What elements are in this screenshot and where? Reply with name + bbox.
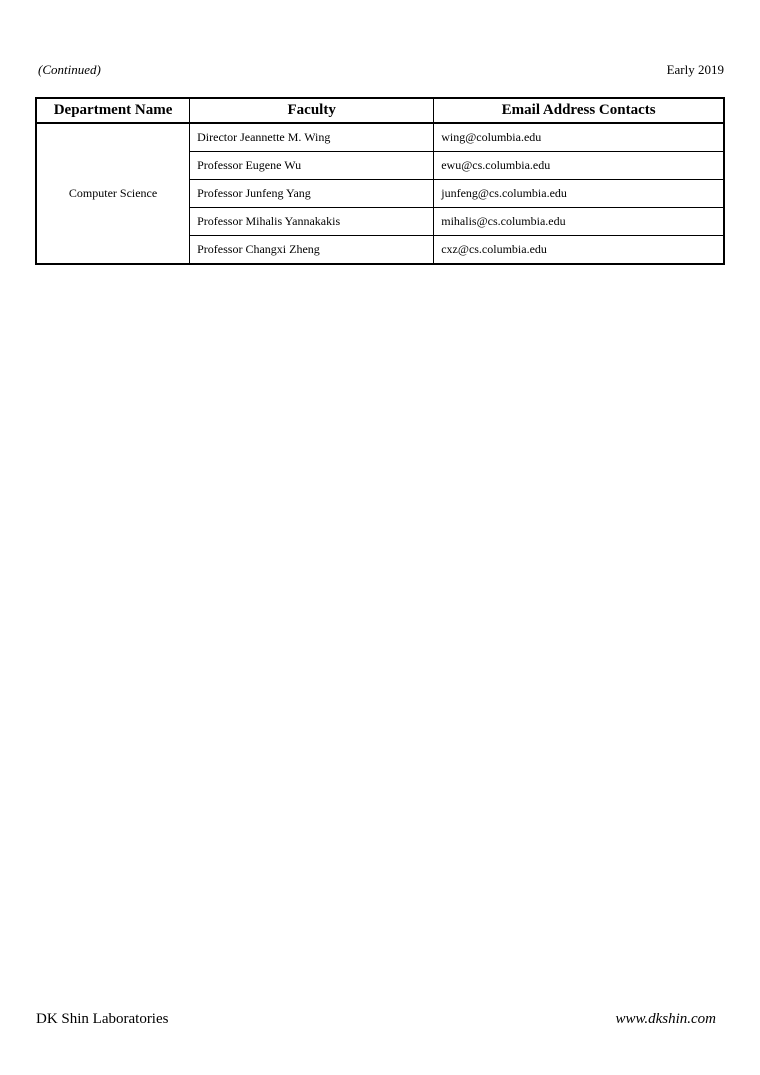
email-cell: cxz@cs.columbia.edu: [434, 236, 724, 265]
department-name-cell: Computer Science: [36, 123, 190, 264]
faculty-name-cell: Professor Changxi Zheng: [190, 236, 434, 265]
email-cell: ewu@cs.columbia.edu: [434, 152, 724, 180]
faculty-name-cell: Director Jeannette M. Wing: [190, 123, 434, 152]
faculty-name-cell: Professor Mihalis Yannakakis: [190, 208, 434, 236]
email-cell: wing@columbia.edu: [434, 123, 724, 152]
document-date: Early 2019: [666, 62, 724, 77]
continued-label: (Continued): [38, 62, 101, 77]
column-header-email: Email Address Contacts: [434, 98, 724, 123]
table-row: [36, 123, 724, 152]
faculty-contacts-table: [35, 97, 725, 265]
table-header-row: [36, 98, 724, 123]
faculty-name-cell: Professor Eugene Wu: [190, 152, 434, 180]
faculty-name-cell: Professor Junfeng Yang: [190, 180, 434, 208]
footer-website: www.dkshin.com: [615, 1011, 716, 1027]
footer-company-name: DK Shin Laboratories: [36, 1011, 169, 1027]
email-cell: junfeng@cs.columbia.edu: [434, 180, 724, 208]
column-header-department: Department Name: [36, 98, 190, 123]
email-cell: mihalis@cs.columbia.edu: [434, 208, 724, 236]
column-header-faculty: Faculty: [190, 98, 434, 123]
